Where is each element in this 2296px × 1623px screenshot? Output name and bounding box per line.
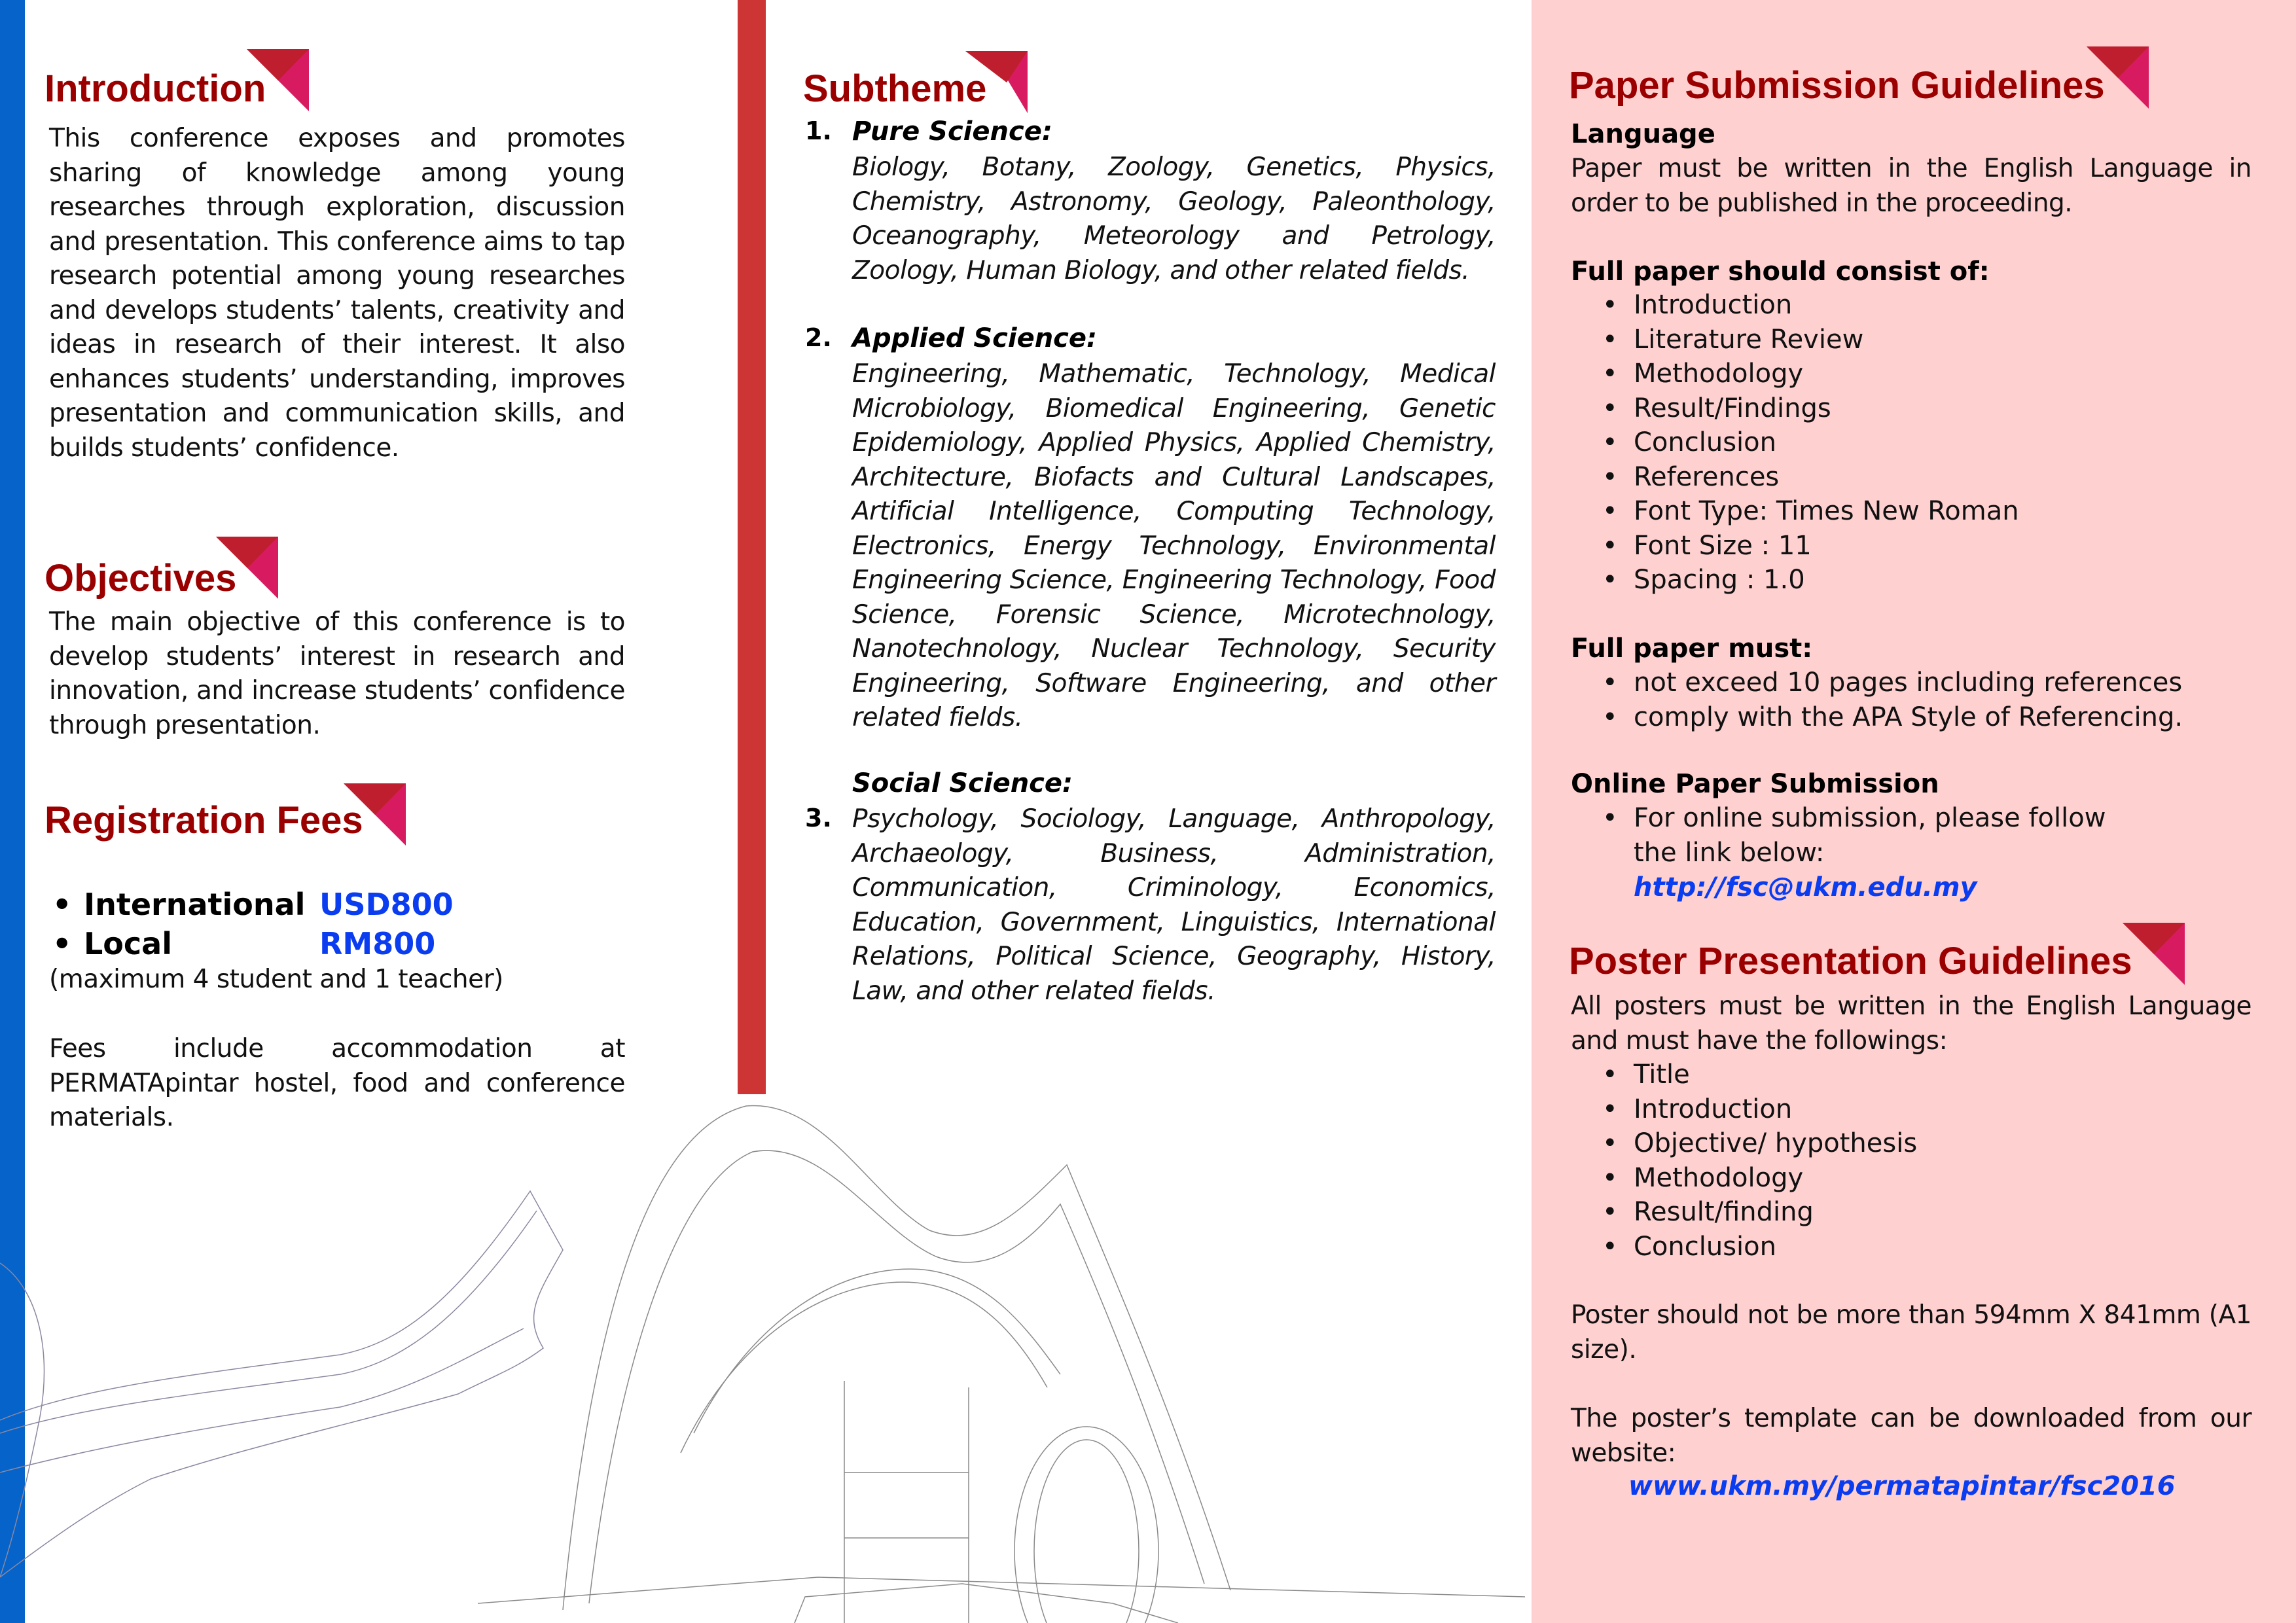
list-item: • References [1602,460,2019,495]
fee-value: RM800 [319,926,436,961]
poster-intro: All posters must be written in the English Language and must have the followings: [1571,991,2251,1056]
poster-size-note: Poster should not be more than 594mm X 841mm (A1 size). [1571,1300,2251,1364]
list-item: • Result/finding [1602,1195,1917,1230]
list-item: • Spacing : 1.0 [1602,563,2019,597]
poster-guidelines-heading: Poster Presentation Guidelines [1569,940,2132,982]
online-heading: Online Paper Submission [1571,769,1939,799]
registration-note: (maximum 4 student and 1 teacher) [49,965,503,994]
heading-triangle-icon [344,783,406,846]
introduction-body: This conference exposes and promotes sharing of knowledge among young researches through exploration, discussion and presentation. This conference aims to tap research potential among young researches and develops students’ talents, creativity and ideas in research of their interest. It also enhances students’ understanding, improves presentation and communication skills, and builds students’ confidence. [49,124,625,463]
bullet-icon: • [52,887,72,922]
poster-list [1602,1058,1917,1264]
list-item: • Introduction [1602,1092,1917,1127]
fee-row-local [52,924,435,963]
consist-list [1602,288,2019,597]
bullet-icon: • [52,926,72,961]
list-item: • Methodology [1602,357,2019,391]
heading-triangle-icon [2087,46,2149,109]
subtheme-number: 3. [805,804,832,832]
list-item: • Font Size : 11 [1602,529,2019,563]
list-item: • Literature Review [1602,323,2019,357]
wireframe-pavilion-icon [478,1106,1525,1623]
subtheme-body: Engineering, Mathematic, Technology, Medical Microbiology, Biomedical Engineering, Genetic Epidemiology, Applied Physics, Applied Chemistry, Architecture, Biofacts and Cultural Landscapes, Artificial Intelligence, Computing Technology, Electronics, Energy Technology, Environmental Engineering Science, Engineering Technology, Food Science, Forensic Science, Microtechnology, Nanotechnology, Nuclear Technology, Security Engineering, Software Engineering, and other related fields. [852,359,1496,732]
must-list [1602,666,2183,734]
paper-guidelines-heading: Paper Submission Guidelines [1569,64,2105,107]
heading-triangle-icon [965,51,1028,113]
subtheme-title: Applied Science: [852,323,1098,353]
red-accent-bar [738,0,766,1094]
right-panel [1532,0,2296,1623]
fee-label: Local [84,926,172,961]
online-submission-link[interactable]: http://fsc@ukm.edu.my [1634,872,1977,902]
wireframe-figure-icon [0,1191,563,1577]
subtheme-body: Biology, Botany, Zoology, Genetics, Physics, Chemistry, Astronomy, Geology, Paleonthology, Oceanography, Meteorology and Petrology, Zoology, Human Biology, and other related fields. [852,152,1496,285]
fee-label: International [84,887,306,922]
heading-triangle-icon [2123,923,2185,985]
wireframe-illustration [0,1080,1532,1623]
objectives-heading: Objectives [45,557,237,599]
online-list [1602,801,2126,870]
objectives-body: The main objective of this conference is to develop students’ interest in research and innovation, and increase students’ confidence through presentation. [49,607,625,740]
heading-triangle-icon [247,49,309,111]
list-item: • comply with the APA Style of Referencing. [1602,700,2183,735]
subtheme-title: Pure Science: [852,116,1052,147]
list-item: • Objective/ hypothesis [1602,1126,1917,1161]
registration-includes: Fees include accommodation at PERMATApintar hostel, food and conference materials. [49,1034,625,1132]
list-item: • Methodology [1602,1161,1917,1196]
introduction-heading: Introduction [45,67,266,110]
list-item: • Title [1602,1058,1917,1092]
language-body: Paper must be written in the English Language in order to be published in the proceeding. [1571,154,2251,218]
list-item: • Font Type: Times New Roman [1602,494,2019,529]
poster-template-note: The poster’s template can be downloaded from our website: [1571,1404,2251,1468]
list-item: • Introduction [1602,288,2019,323]
language-heading: Language [1571,119,1715,149]
list-item: • For online submission, please follow the link below: [1602,801,2126,870]
registration-heading: Registration Fees [45,799,363,842]
subtheme-title: Social Science: [852,768,1073,798]
consist-heading: Full paper should consist of: [1571,257,1990,287]
list-item: • Conclusion [1602,1230,1917,1264]
subtheme-number: 1. [805,116,832,145]
fee-value: USD800 [319,887,454,922]
subtheme-number: 2. [805,323,832,352]
list-item: • not exceed 10 pages including references [1602,666,2183,700]
subtheme-body: Psychology, Sociology, Language, Anthropology, Archaeology, Business, Administration, Communication, Criminology, Economics, Education, Government, Linguistics, International Relations, Political Science, Geography, History, Law, and other related fields. [852,804,1496,1006]
subtheme-heading: Subtheme [803,67,987,110]
list-item: • Result/Findings [1602,391,2019,426]
heading-triangle-icon [216,537,278,599]
list-item: • Conclusion [1602,425,2019,460]
must-heading: Full paper must: [1571,633,1813,664]
fee-row-international [52,885,454,924]
poster-template-link[interactable]: www.ukm.my/permatapintar/fsc2016 [1628,1471,2176,1501]
